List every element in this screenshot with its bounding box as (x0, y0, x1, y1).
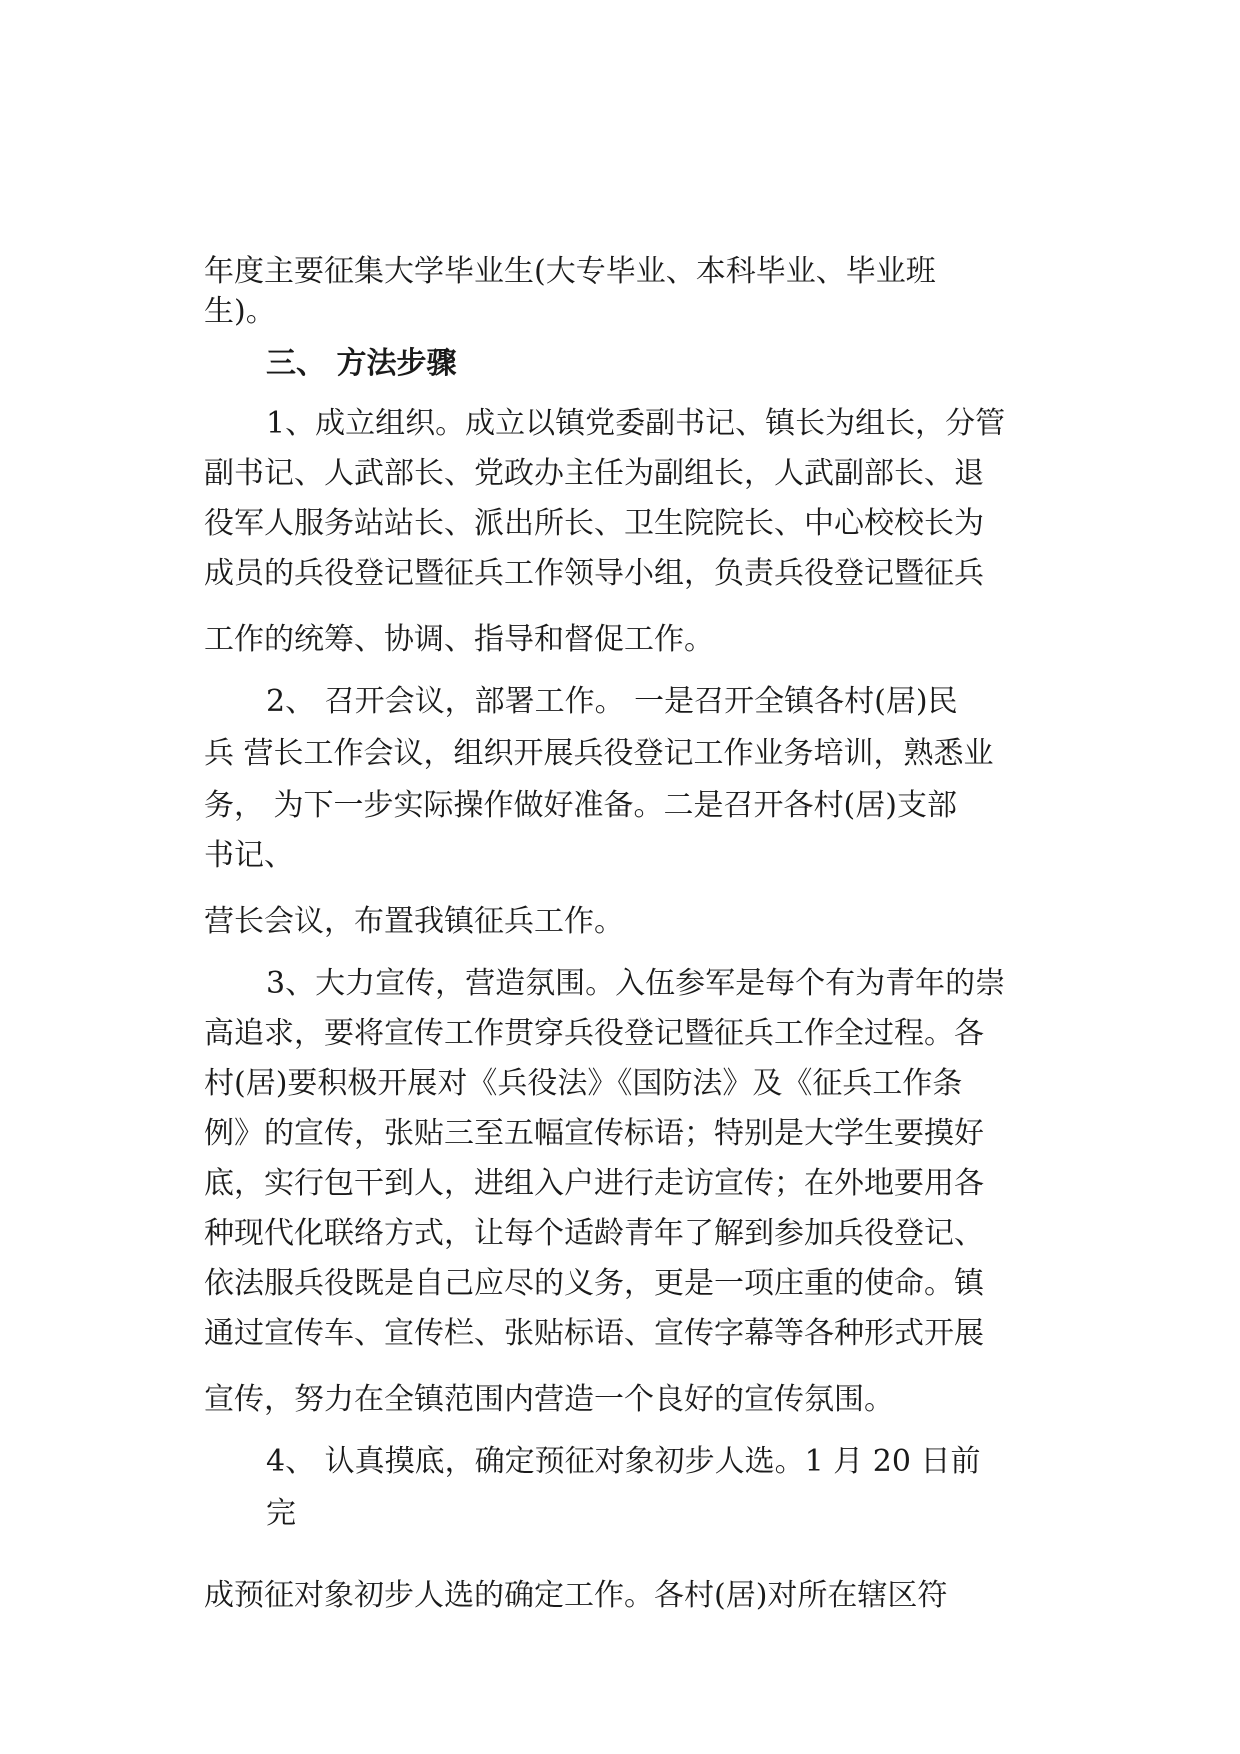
text-line-continuation: 年度主要征集大学毕业生(大专毕业、本科毕业、毕业班 (204, 254, 936, 289)
paragraph-3-line: 种现代化联络方式，让每个适龄青年了解到参加兵役登记、 (204, 1216, 984, 1251)
paragraph-3-line: 高追求，要将宣传工作贯穿兵役登记暨征兵工作全过程。各 (204, 1016, 984, 1051)
paragraph-1-line: 1、成立组织。成立以镇党委副书记、镇长为组长，分管 (266, 406, 1006, 441)
paragraph-3-line: 3、大力宣传，营造氛围。入伍参军是每个有为青年的崇 (266, 966, 1006, 1001)
section-heading: 三、 方法步骤 (266, 346, 457, 381)
paragraph-4-line: 4、 认真摸底，确定预征对象初步人选。1 月 20 日前 (266, 1444, 981, 1479)
paragraph-3-line: 通过宣传车、宣传栏、张贴标语、宣传字幕等各种形式开展 (204, 1316, 984, 1351)
paragraph-3-line: 依法服兵役既是自己应尽的义务，更是一项庄重的使命。镇 (204, 1266, 984, 1301)
text-line-continuation: 生)。 (204, 294, 276, 329)
paragraph-2-line: 营长会议，布置我镇征兵工作。 (204, 904, 624, 939)
paragraph-1-line: 成员的兵役登记暨征兵工作领导小组，负责兵役登记暨征兵 (204, 556, 984, 591)
paragraph-1-line: 副书记、人武部长、党政办主任为副组长，人武副部长、退 (204, 456, 984, 491)
paragraph-3-line: 宣传，努力在全镇范围内营造一个良好的宣传氛围。 (204, 1382, 894, 1417)
paragraph-3-line: 例》的宣传，张贴三至五幅宣传标语；特别是大学生要摸好 (204, 1116, 984, 1151)
paragraph-3-line: 底，实行包干到人，进组入户进行走访宣传；在外地要用各 (204, 1166, 984, 1201)
paragraph-1-line: 役军人服务站站长、派出所长、卫生院院长、中心校校长为 (204, 506, 984, 541)
paragraph-4-line: 完 (266, 1496, 296, 1531)
paragraph-2-line: 务， 为下一步实际操作做好准备。二是召开各村(居)支部 (204, 788, 957, 823)
paragraph-4-line: 成预征对象初步人选的确定工作。各村(居)对所在辖区符 (204, 1578, 948, 1613)
paragraph-3-line: 村(居)要积极开展对《兵役法》《国防法》及《征兵工作条 (204, 1066, 963, 1101)
paragraph-1-line: 工作的统筹、协调、指导和督促工作。 (204, 622, 714, 657)
paragraph-2-line: 2、 召开会议，部署工作。 一是召开全镇各村(居)民 (266, 684, 958, 719)
paragraph-2-line: 兵 营长工作会议，组织开展兵役登记工作业务培训，熟悉业 (204, 736, 994, 771)
paragraph-2-line: 书记、 (204, 838, 294, 873)
